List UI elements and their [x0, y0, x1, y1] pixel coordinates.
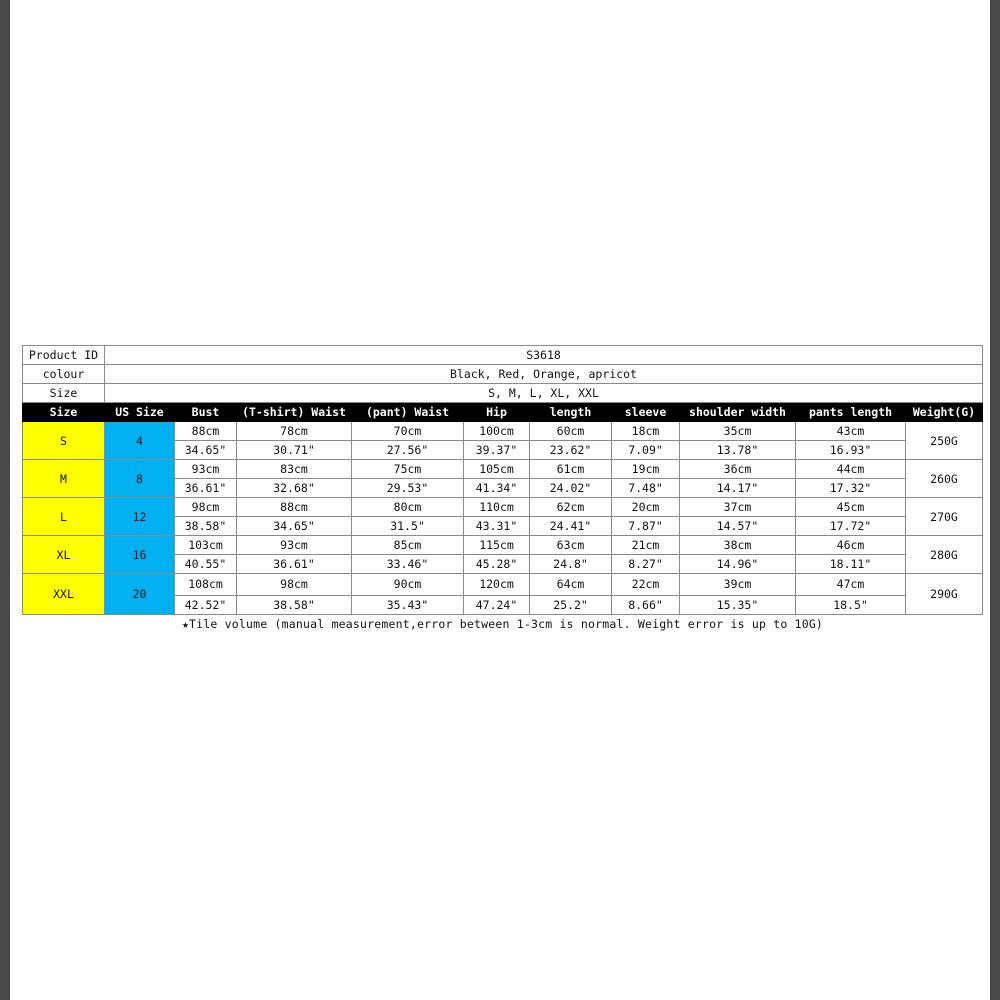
measurement-inch: 38.58" [237, 596, 352, 615]
measurement-inch: 32.68" [237, 479, 352, 498]
measurement-cm: 47cm [796, 574, 906, 596]
weight-cell: 280G [906, 536, 983, 574]
size-cell: L [23, 498, 105, 536]
measurement-inch: 13.78" [680, 441, 796, 460]
measurement-inch: 17.32" [796, 479, 906, 498]
header-weight: Weight(G) [906, 403, 983, 422]
measurement-cm: 100cm [464, 422, 530, 441]
measurement-cm: 22cm [612, 574, 680, 596]
measurement-inch: 34.65" [237, 517, 352, 536]
measurement-inch: 38.58" [175, 517, 237, 536]
size-cell: M [23, 460, 105, 498]
measurement-inch: 7.48" [612, 479, 680, 498]
weight-cell: 260G [906, 460, 983, 498]
colour-row [23, 365, 983, 384]
measurement-inch: 47.24" [464, 596, 530, 615]
measurement-cm: 103cm [175, 536, 237, 555]
measurement-inch: 33.46" [352, 555, 464, 574]
measurement-cm: 43cm [796, 422, 906, 441]
measurement-inch: 17.72" [796, 517, 906, 536]
measurement-cm: 64cm [530, 574, 612, 596]
measurement-note: ★Tile volume (manual measurement,error between 1-3cm is normal. Weight error is up to 10G) [181, 617, 824, 631]
measurement-cm: 98cm [237, 574, 352, 596]
header-sleeve: sleeve [612, 403, 680, 422]
us-size-cell: 8 [105, 460, 175, 498]
weight-cell: 250G [906, 422, 983, 460]
us-size-cell: 4 [105, 422, 175, 460]
measurement-inch: 24.8" [530, 555, 612, 574]
measurement-inch: 31.5" [352, 517, 464, 536]
measurement-cm: 93cm [175, 460, 237, 479]
measurement-cm: 20cm [612, 498, 680, 517]
size-value: S, M, L, XL, XXL [105, 384, 983, 403]
measurement-inch: 14.96" [680, 555, 796, 574]
measurement-cm: 60cm [530, 422, 612, 441]
header-pant-waist: (pant) Waist [352, 403, 464, 422]
measurement-inch: 25.2" [530, 596, 612, 615]
measurement-cm: 110cm [464, 498, 530, 517]
us-size-cell: 20 [105, 574, 175, 615]
product-id-value: S3618 [105, 346, 983, 365]
size-chart-table [22, 345, 983, 633]
header-us-size: US Size [105, 403, 175, 422]
product-id-row [23, 346, 983, 365]
measurement-cm: 44cm [796, 460, 906, 479]
measurement-cm: 35cm [680, 422, 796, 441]
measurement-inch: 35.43" [352, 596, 464, 615]
measurement-cm: 83cm [237, 460, 352, 479]
measurement-inch: 15.35" [680, 596, 796, 615]
measurement-cm: 37cm [680, 498, 796, 517]
measurement-cm: 38cm [680, 536, 796, 555]
size-row-cm [23, 536, 983, 555]
measurement-cm: 108cm [175, 574, 237, 596]
measurement-inch: 8.66" [612, 596, 680, 615]
measurement-inch: 14.17" [680, 479, 796, 498]
product-id-label: Product ID [23, 346, 105, 365]
measurement-inch: 36.61" [237, 555, 352, 574]
measurement-cm: 88cm [237, 498, 352, 517]
header-hip: Hip [464, 403, 530, 422]
header-row [23, 403, 983, 422]
header-size: Size [23, 403, 105, 422]
measurement-inch: 23.62" [530, 441, 612, 460]
measurement-inch: 7.87" [612, 517, 680, 536]
measurement-cm: 80cm [352, 498, 464, 517]
measurement-inch: 45.28" [464, 555, 530, 574]
colour-value: Black, Red, Orange, apricot [105, 365, 983, 384]
measurement-inch: 7.09" [612, 441, 680, 460]
us-size-cell: 16 [105, 536, 175, 574]
size-cell: S [23, 422, 105, 460]
note-row [23, 615, 983, 634]
size-cell: XXL [23, 574, 105, 615]
measurement-inch: 41.34" [464, 479, 530, 498]
measurement-cm: 90cm [352, 574, 464, 596]
measurement-inch: 29.53" [352, 479, 464, 498]
measurement-cm: 105cm [464, 460, 530, 479]
measurement-inch: 40.55" [175, 555, 237, 574]
measurement-cm: 85cm [352, 536, 464, 555]
measurement-inch: 27.56" [352, 441, 464, 460]
measurement-inch: 18.5" [796, 596, 906, 615]
measurement-inch: 18.11" [796, 555, 906, 574]
size-row-cm [23, 574, 983, 596]
header-tshirt-waist: (T-shirt) Waist [237, 403, 352, 422]
weight-cell: 270G [906, 498, 983, 536]
measurement-inch: 24.02" [530, 479, 612, 498]
measurement-cm: 63cm [530, 536, 612, 555]
measurement-inch: 36.61" [175, 479, 237, 498]
header-length: length [530, 403, 612, 422]
size-label: Size [23, 384, 105, 403]
colour-label: colour [23, 365, 105, 384]
measurement-cm: 98cm [175, 498, 237, 517]
header-pants-length: pants length [796, 403, 906, 422]
measurement-inch: 24.41" [530, 517, 612, 536]
measurement-inch: 16.93" [796, 441, 906, 460]
size-list-row [23, 384, 983, 403]
measurement-cm: 93cm [237, 536, 352, 555]
measurement-inch: 34.65" [175, 441, 237, 460]
measurement-inch: 42.52" [175, 596, 237, 615]
measurement-cm: 78cm [237, 422, 352, 441]
header-bust: Bust [175, 403, 237, 422]
measurement-inch: 30.71" [237, 441, 352, 460]
measurement-cm: 18cm [612, 422, 680, 441]
measurement-cm: 46cm [796, 536, 906, 555]
weight-cell: 290G [906, 574, 983, 615]
measurement-inch: 43.31" [464, 517, 530, 536]
us-size-cell: 12 [105, 498, 175, 536]
measurement-cm: 120cm [464, 574, 530, 596]
measurement-cm: 36cm [680, 460, 796, 479]
measurement-inch: 14.57" [680, 517, 796, 536]
measurement-cm: 88cm [175, 422, 237, 441]
measurement-cm: 45cm [796, 498, 906, 517]
measurement-cm: 70cm [352, 422, 464, 441]
measurement-cm: 39cm [680, 574, 796, 596]
measurement-cm: 75cm [352, 460, 464, 479]
measurement-cm: 62cm [530, 498, 612, 517]
measurement-cm: 115cm [464, 536, 530, 555]
measurement-cm: 61cm [530, 460, 612, 479]
measurement-inch: 8.27" [612, 555, 680, 574]
measurement-inch: 39.37" [464, 441, 530, 460]
size-row-cm [23, 498, 983, 517]
measurement-cm: 21cm [612, 536, 680, 555]
header-shoulder-width: shoulder width [680, 403, 796, 422]
size-cell: XL [23, 536, 105, 574]
size-row-cm [23, 460, 983, 479]
size-row-cm [23, 422, 983, 441]
measurement-cm: 19cm [612, 460, 680, 479]
